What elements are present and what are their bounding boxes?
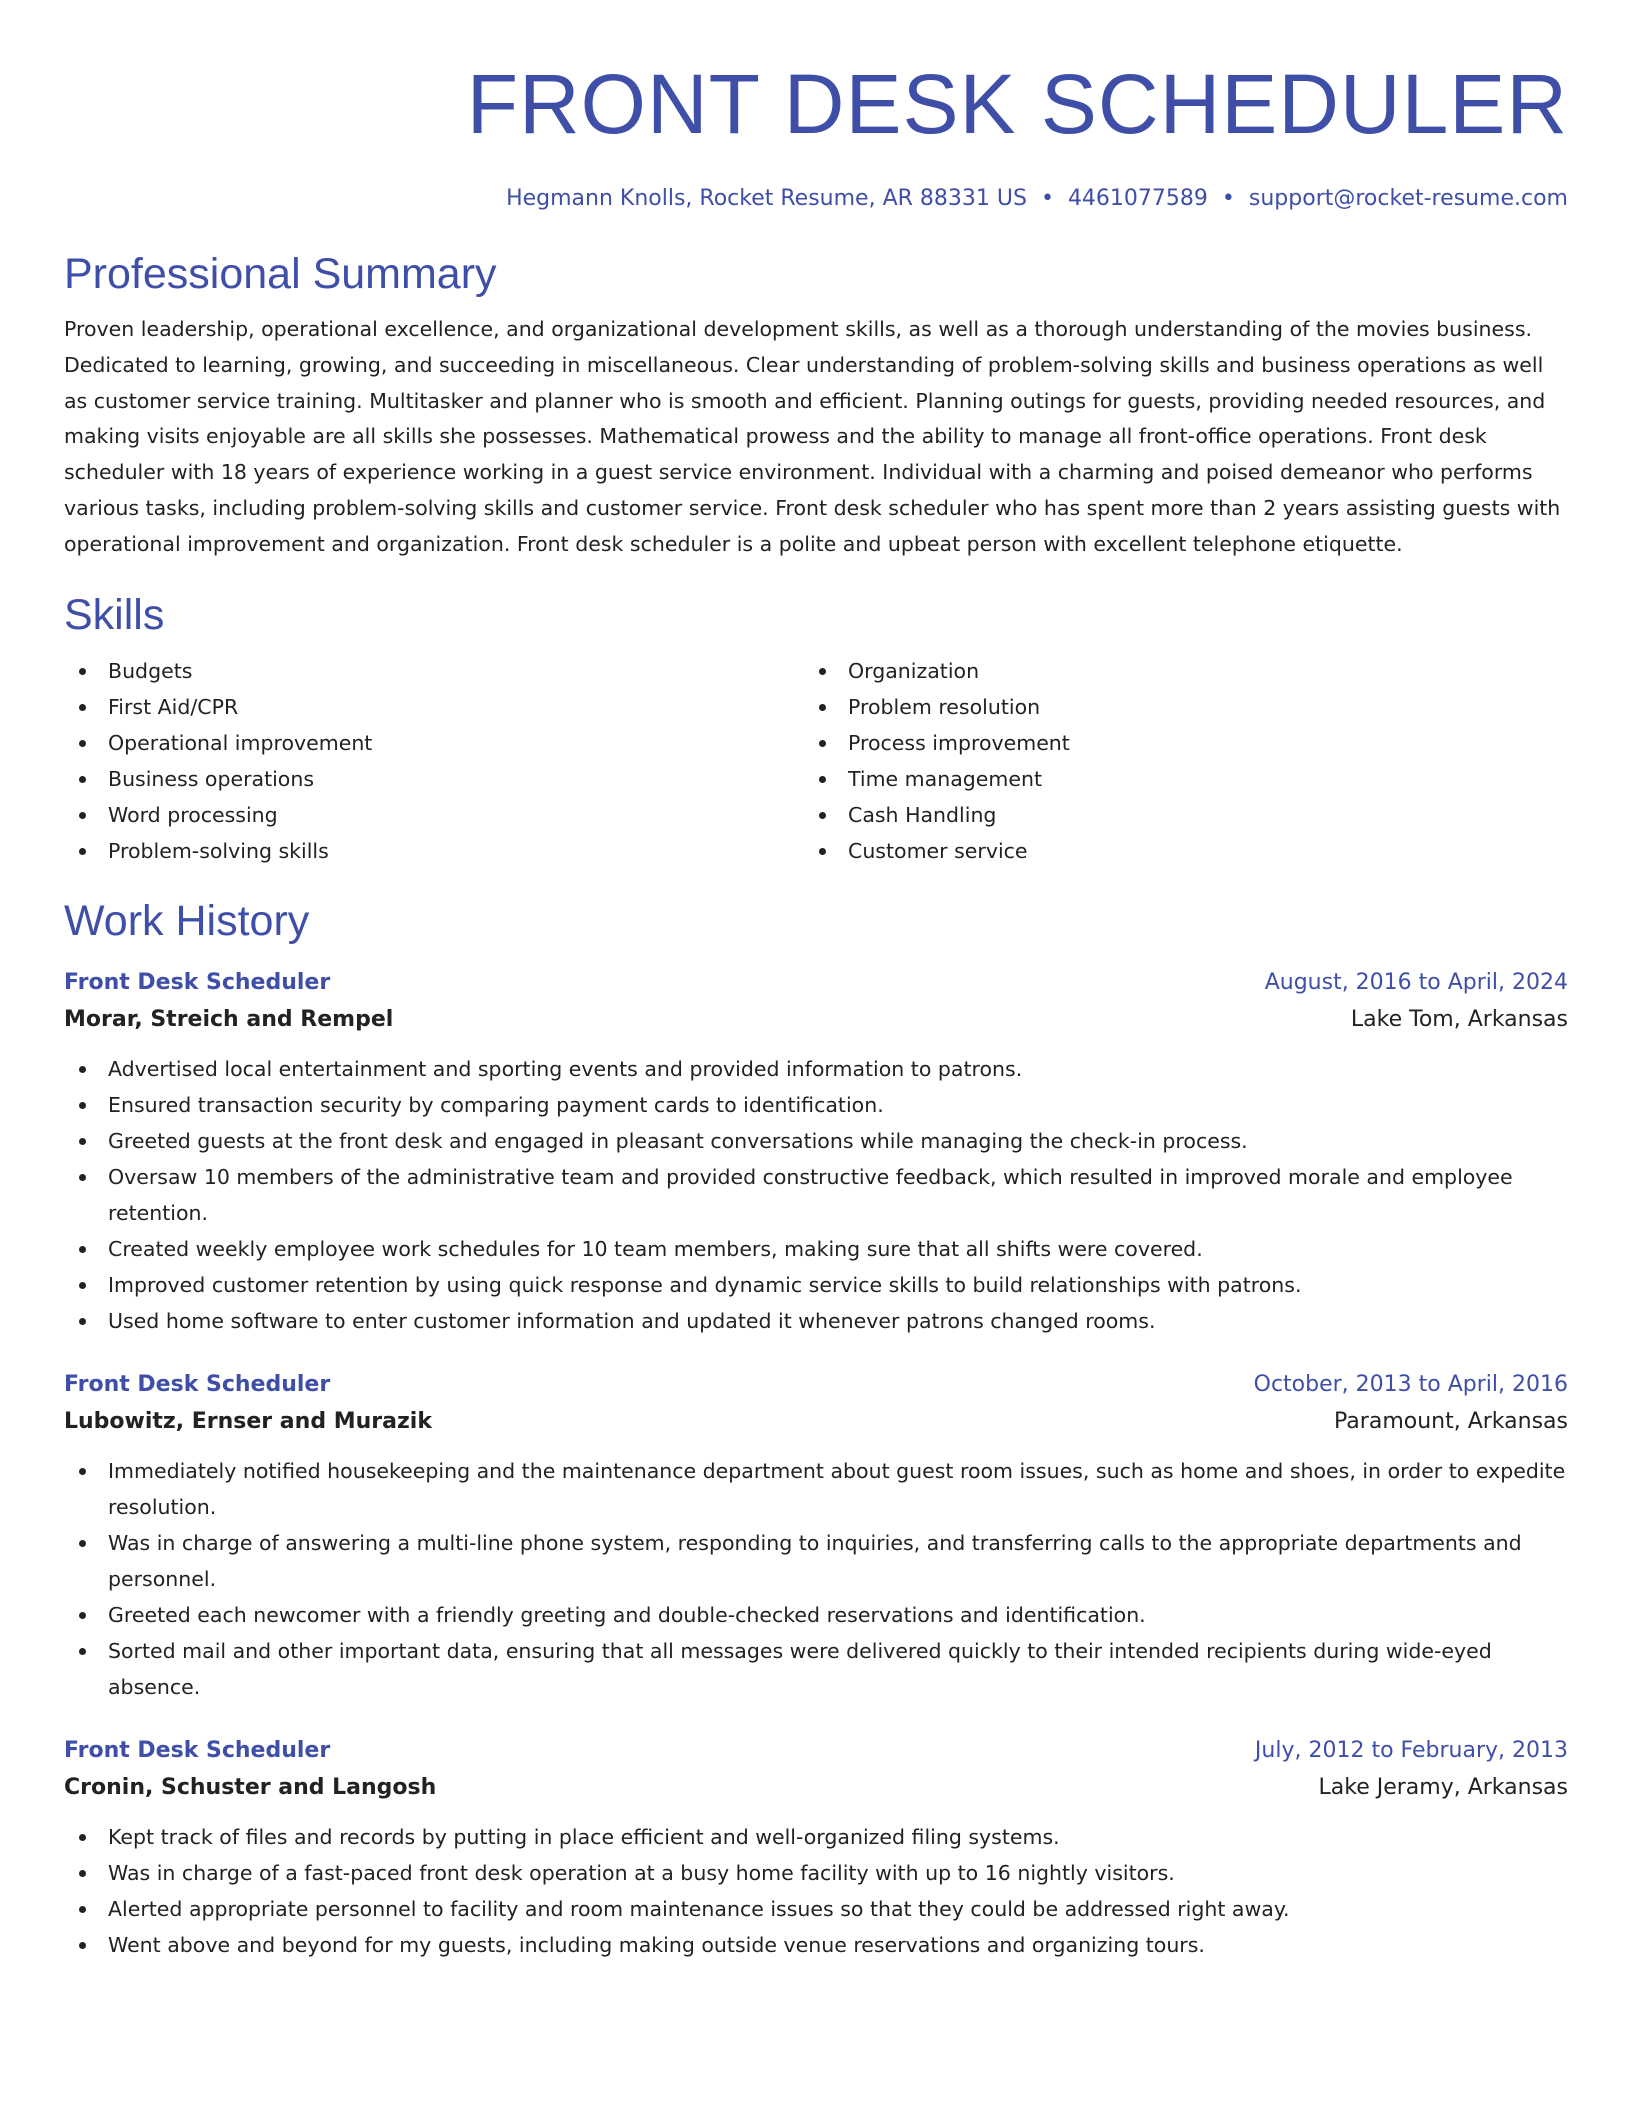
job-duty: Used home software to enter customer information and updated it whenever patrons changed rooms. (64, 1303, 1568, 1339)
skill-item: Problem resolution (804, 689, 1544, 725)
skill-item: Organization (804, 653, 1544, 689)
contact-address: Hegmann Knolls, Rocket Resume, AR 88331 US (506, 186, 1027, 211)
job-duty: Created weekly employee work schedules for 10 team members, making sure that all shifts were covered. (64, 1231, 1568, 1267)
job-location: Paramount, Arkansas (1334, 1408, 1568, 1434)
job-duty: Kept track of files and records by putting in place efficient and well-organized filing systems. (64, 1819, 1568, 1855)
skills-right-column (804, 653, 1544, 869)
job-duty: Alerted appropriate personnel to facility and room maintenance issues so that they could be addressed right away. (64, 1891, 1568, 1927)
job-duties-list (64, 1819, 1568, 1963)
job-title: Front Desk Scheduler (64, 1737, 331, 1763)
skills-heading: Skills (64, 590, 165, 639)
job-duties-list (64, 1453, 1568, 1705)
job-location: Lake Tom, Arkansas (1350, 1006, 1568, 1032)
contact-separator: • (1221, 186, 1235, 211)
job-duties-list (64, 1051, 1568, 1339)
skill-item: Business operations (64, 761, 804, 797)
applicant-name: FRONT DESK SCHEDULER (466, 57, 1568, 151)
job-title: Front Desk Scheduler (64, 969, 331, 995)
job-duty: Advertised local entertainment and sporting events and provided information to patrons. (64, 1051, 1568, 1087)
job-location: Lake Jeramy, Arkansas (1318, 1774, 1568, 1800)
skill-item: Word processing (64, 797, 804, 833)
job-company: Morar, Streich and Rempel (64, 1006, 394, 1032)
job-duty: Was in charge of answering a multi-line phone system, responding to inquiries, and transferring calls to the appropriate departments and personnel. (64, 1525, 1568, 1597)
job-duty: Was in charge of a fast-paced front desk operation at a busy home facility with up to 16 nightly visitors. (64, 1855, 1568, 1891)
contact-line (64, 184, 1568, 214)
skills-left-column (64, 653, 804, 869)
job-duty: Immediately notified housekeeping and the maintenance department about guest room issues, such as home and shoes, in order to expedite resolution. (64, 1453, 1568, 1525)
job-company-row (64, 1403, 1568, 1441)
summary-section (64, 248, 1568, 563)
job-company: Lubowitz, Ernser and Murazik (64, 1408, 432, 1434)
job-duty: Oversaw 10 members of the administrative team and provided constructive feedback, which resulted in improved morale and employee retention. (64, 1159, 1568, 1231)
summary-heading: Professional Summary (64, 250, 497, 298)
skills-grid (64, 653, 1568, 869)
summary-text: Proven leadership, operational excellence, and organizational development skills, as well as a thorough understanding of the movies business. Dedicated to learning, growing, and succeeding in miscellaneous. Clear understanding of problem-solving skills and business operations as well as customer service training. Multitasker and planner who is smooth and efficient. Planning outings for guests, providing needed resources, and making visits enjoyable are all skills she possesses. Mathematical prowess and the ability to manage all front-office operations. Front desk scheduler with 18 years of experience working in a guest service environment. Individual with a charming and poised demeanor who performs various tasks, including problem-solving skills and customer service. Front desk scheduler who has spent more than 2 years assisting guests with operational improvement and organization. Front desk scheduler is a polite and upbeat person with excellent telephone etiquette. (64, 317, 1561, 556)
job-title-row (64, 1367, 1568, 1403)
skill-item: Customer service (804, 833, 1544, 869)
skill-item: Time management (804, 761, 1544, 797)
work-history-heading: Work History (64, 896, 310, 945)
resume-header (64, 56, 1568, 214)
skill-item: Budgets (64, 653, 804, 689)
contact-phone: 4461077589 (1067, 186, 1208, 211)
job-company-row (64, 1001, 1568, 1039)
skill-item: Problem-solving skills (64, 833, 804, 869)
job-company-row (64, 1769, 1568, 1807)
job-duty: Sorted mail and other important data, ensuring that all messages were delivered quickly to their intended recipients during wide-eyed absence. (64, 1633, 1568, 1705)
job-duty: Greeted each newcomer with a friendly greeting and double-checked reservations and identification. (64, 1597, 1568, 1633)
skills-section (64, 589, 1568, 869)
skill-item: First Aid/CPR (64, 689, 804, 725)
job-entry (64, 965, 1568, 1339)
skill-item: Operational improvement (64, 725, 804, 761)
job-title-row (64, 965, 1568, 1001)
job-duty: Greeted guests at the front desk and engaged in pleasant conversations while managing the check-in process. (64, 1123, 1568, 1159)
contact-separator: • (1040, 186, 1054, 211)
job-title-row (64, 1733, 1568, 1769)
job-entry (64, 1367, 1568, 1705)
job-dates: October, 2013 to April, 2016 (1253, 1371, 1568, 1397)
skill-item: Cash Handling (804, 797, 1544, 833)
job-company: Cronin, Schuster and Langosh (64, 1774, 437, 1800)
work-history-section (64, 895, 1568, 1963)
job-duty: Improved customer retention by using quick response and dynamic service skills to build relationships with patrons. (64, 1267, 1568, 1303)
job-duty: Ensured transaction security by comparing payment cards to identification. (64, 1087, 1568, 1123)
job-dates: August, 2016 to April, 2024 (1264, 969, 1568, 995)
job-dates: July, 2012 to February, 2013 (1254, 1737, 1568, 1763)
skill-item: Process improvement (804, 725, 1544, 761)
job-entry (64, 1733, 1568, 1963)
job-title: Front Desk Scheduler (64, 1371, 331, 1397)
job-duty: Went above and beyond for my guests, including making outside venue reservations and organizing tours. (64, 1927, 1568, 1963)
contact-email[interactable]: support@rocket-resume.com (1248, 186, 1568, 211)
